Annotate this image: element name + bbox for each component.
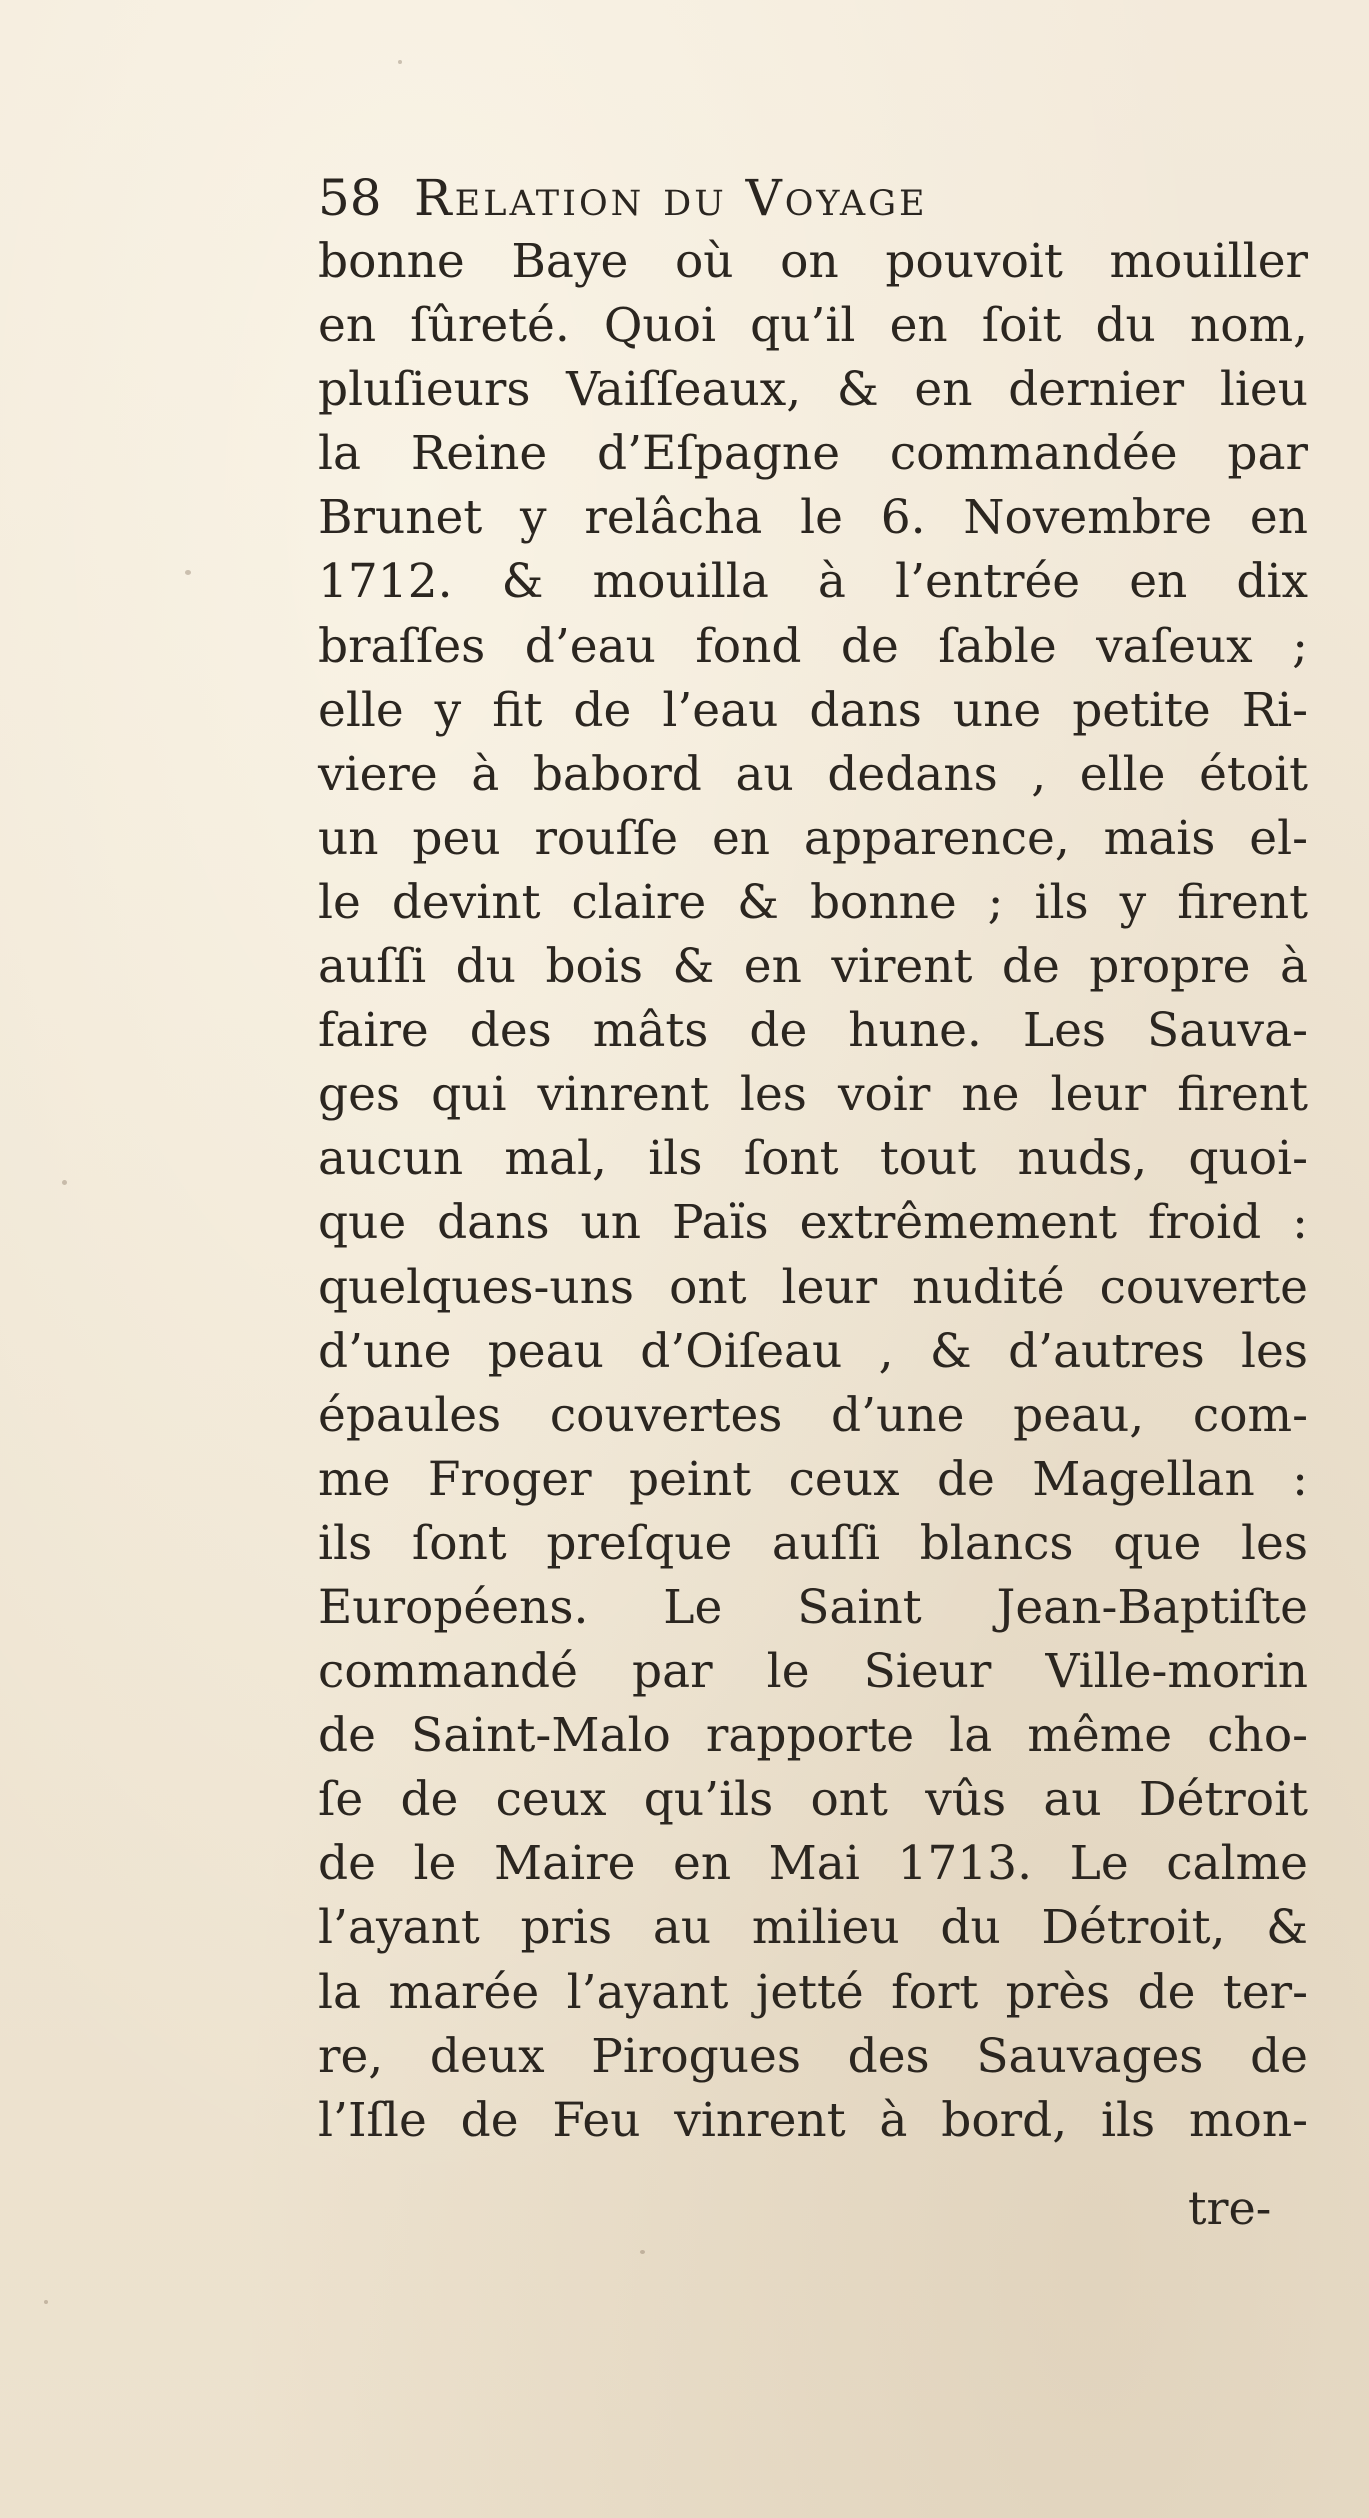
text-line: me Froger peint ceux de Magellan : bbox=[318, 1451, 1308, 1507]
text-line: la marée l’ayant jetté fort près de ter- bbox=[318, 1964, 1308, 2020]
paper-spot bbox=[398, 60, 402, 64]
catchword: tre- bbox=[1188, 2181, 1272, 2235]
text-line: épaules couvertes d’une peau, com- bbox=[318, 1387, 1308, 1443]
text-line: d’une peau d’Oiſeau , & d’autres les bbox=[318, 1323, 1308, 1379]
text-line: aucun mal, ils ſont tout nuds, quoi- bbox=[318, 1131, 1308, 1187]
paper-spot bbox=[640, 2250, 645, 2254]
text-line: l’Iſle de Feu vinrent à bord, ils mon- bbox=[318, 2092, 1308, 2148]
body-text bbox=[318, 230, 1308, 2153]
text-line: ſe de ceux qu’ils ont vûs au Détroit bbox=[318, 1772, 1308, 1828]
text-line: la Reine d’Eſpagne commandée par bbox=[318, 426, 1308, 482]
text-line: un peu rouſſe en apparence, mais el- bbox=[318, 810, 1308, 866]
text-line: 1712. & mouilla à l’entrée en dix bbox=[318, 554, 1308, 610]
text-line: en ſûreté. Quoi qu’il en ſoit du nom, bbox=[318, 298, 1308, 354]
text-line: que dans un Païs extrêmement froid : bbox=[318, 1195, 1308, 1251]
text-line: ges qui vinrent les voir ne leur firent bbox=[318, 1067, 1308, 1123]
text-line: faire des mâts de hune. Les Sauva- bbox=[318, 1003, 1308, 1059]
text-line: de le Maire en Mai 1713. Le calme bbox=[318, 1836, 1308, 1892]
paper-spot bbox=[185, 570, 191, 575]
text-line: pluſieurs Vaiſſeaux, & en dernier lieu bbox=[318, 362, 1308, 418]
page-header bbox=[318, 162, 1318, 232]
text-line: l’ayant pris au milieu du Détroit, & bbox=[318, 1900, 1308, 1956]
text-line: Européens. Le Saint Jean-Baptiſte bbox=[318, 1579, 1308, 1635]
text-line: Brunet y relâcha le 6. Novembre en bbox=[318, 490, 1308, 546]
running-title: Relation du Voyage bbox=[414, 169, 928, 227]
text-line: elle y fit de l’eau dans une petite Ri- bbox=[318, 682, 1308, 738]
text-line: de Saint-Malo rapporte la même cho- bbox=[318, 1708, 1308, 1764]
text-line: bonne Baye où on pouvoit mouiller bbox=[318, 234, 1308, 289]
paper-spot bbox=[44, 2300, 48, 2304]
text-line: re, deux Pirogues des Sauvages de bbox=[318, 2028, 1308, 2084]
paper-spot bbox=[62, 1180, 67, 1185]
text-line: braſſes d’eau fond de ſable vaſeux ; bbox=[318, 618, 1308, 674]
text-line: commandé par le Sieur Ville-morin bbox=[318, 1644, 1308, 1700]
page-number: 58 bbox=[318, 169, 382, 227]
text-line: le devint claire & bonne ; ils y firent bbox=[318, 874, 1308, 930]
text-line: viere à babord au dedans , elle étoit bbox=[318, 746, 1308, 802]
text-line: quelques-uns ont leur nudité couverte bbox=[318, 1259, 1308, 1315]
text-line: auſſi du bois & en virent de propre à bbox=[318, 939, 1308, 995]
text-line: ils ſont preſque auſſi blancs que les bbox=[318, 1515, 1308, 1571]
